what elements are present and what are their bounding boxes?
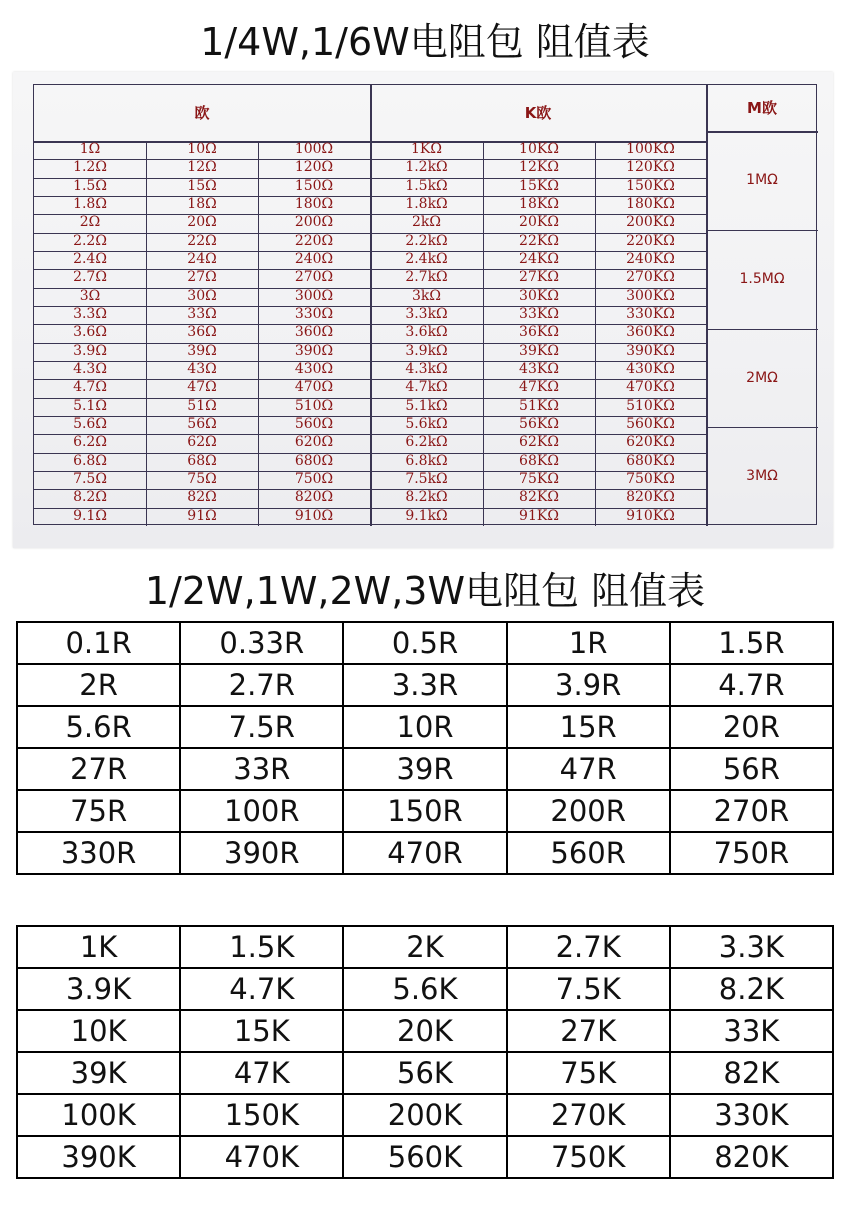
resistor-value-cell: 75KΩ (519, 471, 559, 487)
resistor-value-cell: 43Ω (187, 361, 217, 377)
page-title: 1/4W,1/6W电阻包 阻值表 (200, 20, 650, 64)
resistor-value-cell: 47Ω (187, 379, 217, 396)
resistor-value-cell: 1.2Ω (73, 159, 107, 176)
resistor-value-cell: 2.7R (180, 664, 343, 706)
resistor-value-cell: 4.3kΩ (405, 361, 448, 377)
resistor-value-cell: 36Ω (187, 324, 217, 341)
resistor-value-cell: 150Ω (294, 177, 334, 194)
resistor-value-cell: 24Ω (187, 251, 217, 267)
mega-ohm-value-cell: 1.5MΩ (739, 270, 785, 287)
resistor-value-cell: 82Ω (187, 489, 217, 506)
resistor-value-cell: 51KΩ (519, 397, 559, 414)
resistor-value-cell: 750K (507, 1136, 670, 1178)
table-row (17, 968, 833, 1010)
resistor-value-cell: 6.2Ω (73, 434, 107, 451)
resistor-value-cell: 470K (180, 1136, 343, 1178)
resistor-value-cell: 270KΩ (626, 269, 675, 286)
resistor-value-cell: 15R (507, 706, 670, 748)
resistor-value-cell: 750KΩ (626, 471, 675, 487)
resistor-value-cell: 470KΩ (626, 379, 675, 396)
table-row (17, 706, 833, 748)
table-row (17, 832, 833, 874)
resistor-value-cell: 30Ω (187, 287, 217, 304)
table-row (17, 622, 833, 664)
resistor-value-cell: 330K (670, 1094, 833, 1136)
resistor-value-cell: 390Ω (294, 342, 334, 359)
resistor-value-cell: 560R (507, 832, 670, 874)
small-resistor-table (33, 84, 817, 525)
resistor-value-cell: 470R (343, 832, 506, 874)
mega-ohm-value-cell: 3MΩ (746, 468, 778, 485)
resistor-value-cell: 510Ω (294, 397, 334, 414)
resistor-value-cell: 1K (17, 926, 180, 968)
resistor-value-cell: 3.3K (670, 926, 833, 968)
resistor-value-cell: 4.7Ω (73, 379, 107, 396)
resistor-value-cell: 15Ω (187, 177, 217, 194)
table-row (17, 1136, 833, 1178)
column-group-header: K欧 (524, 104, 552, 122)
resistor-value-cell: 18KΩ (519, 196, 559, 212)
resistor-value-cell: 4.7K (180, 968, 343, 1010)
resistor-value-cell: 3.9Ω (73, 342, 107, 359)
resistor-value-cell: 910KΩ (626, 507, 675, 524)
resistor-value-cell: 680KΩ (626, 452, 675, 469)
resistor-value-cell: 560K (343, 1136, 506, 1178)
resistor-value-cell: 300Ω (294, 287, 334, 304)
resistor-value-cell: 9.1Ω (73, 507, 107, 524)
resistor-value-cell: 39R (343, 748, 506, 790)
resistor-value-cell: 43KΩ (519, 361, 559, 377)
resistor-value-cell: 4.7kΩ (405, 379, 448, 396)
resistor-value-cell: 20R (670, 706, 833, 748)
resistor-value-cell: 10KΩ (519, 141, 559, 157)
resistor-value-cell: 82KΩ (519, 489, 559, 506)
resistor-value-cell: 680Ω (294, 452, 334, 469)
resistor-value-cell: 33KΩ (519, 306, 559, 322)
resistor-value-cell: 12KΩ (519, 159, 559, 176)
resistor-value-cell: 2.7Ω (73, 269, 107, 286)
resistor-value-cell: 36KΩ (519, 324, 559, 341)
resistor-value-cell: 75R (17, 790, 180, 832)
resistor-value-cell: 27Ω (187, 269, 217, 286)
resistor-value-cell: 22Ω (187, 232, 217, 249)
resistor-value-cell: 33Ω (187, 306, 217, 322)
resistor-value-cell: 2.4kΩ (405, 251, 448, 267)
resistor-value-cell: 1.8Ω (73, 196, 107, 212)
resistor-card-photo (13, 72, 833, 548)
resistor-value-cell: 150K (180, 1094, 343, 1136)
resistor-value-cell: 56R (670, 748, 833, 790)
resistor-table-ohm (16, 621, 834, 875)
resistor-value-cell: 330KΩ (626, 306, 675, 322)
resistor-value-cell: 22KΩ (519, 232, 559, 249)
resistor-value-cell: 10Ω (187, 141, 217, 157)
resistor-value-cell: 1.5Ω (73, 177, 107, 194)
resistor-value-cell: 4.7R (670, 664, 833, 706)
resistor-value-cell: 12Ω (187, 159, 217, 176)
resistor-table-kohm (16, 925, 834, 1179)
resistor-value-cell: 6.8kΩ (405, 452, 448, 469)
resistor-value-cell: 1KΩ (411, 141, 442, 157)
resistor-value-cell: 430Ω (294, 361, 334, 377)
column-group-header: M欧 (747, 99, 777, 117)
resistor-value-cell: 7.5K (507, 968, 670, 1010)
resistor-value-cell: 5.6Ω (73, 416, 107, 432)
resistor-value-cell: 470Ω (294, 379, 334, 396)
resistor-value-cell: 1.2kΩ (405, 159, 448, 176)
resistor-value-cell: 270Ω (294, 269, 334, 286)
mega-ohm-value-cell: 2MΩ (746, 369, 778, 386)
resistor-value-cell: 750Ω (294, 471, 334, 487)
resistor-value-cell: 8.2Ω (73, 489, 107, 506)
table-row (17, 748, 833, 790)
resistor-value-cell: 1.8kΩ (405, 196, 448, 212)
resistor-value-cell: 0.5R (343, 622, 506, 664)
resistor-value-cell: 3.9R (507, 664, 670, 706)
resistor-value-cell: 240KΩ (626, 251, 675, 267)
resistor-value-cell: 5.1Ω (73, 397, 107, 414)
resistor-value-cell: 120Ω (294, 159, 334, 176)
resistor-value-cell: 100Ω (294, 141, 334, 157)
table-row (17, 1010, 833, 1052)
resistor-value-cell: 430KΩ (626, 361, 675, 377)
resistor-value-cell: 51Ω (187, 397, 217, 414)
resistor-value-cell: 27R (17, 748, 180, 790)
resistor-value-cell: 20KΩ (519, 214, 559, 231)
resistor-value-cell: 360KΩ (626, 324, 675, 341)
resistor-value-cell: 560KΩ (626, 416, 675, 432)
table-row (17, 1094, 833, 1136)
resistor-value-cell: 18Ω (187, 196, 217, 212)
resistor-value-cell: 7.5Ω (73, 471, 107, 487)
resistor-value-cell: 62Ω (187, 434, 217, 451)
table-row (17, 664, 833, 706)
resistor-value-cell: 75K (507, 1052, 670, 1094)
resistor-value-cell: 200Ω (294, 214, 334, 231)
resistor-value-cell: 20K (343, 1010, 506, 1052)
resistor-value-cell: 47K (180, 1052, 343, 1094)
resistor-value-cell: 3.9kΩ (405, 342, 448, 359)
resistor-value-cell: 2Ω (79, 214, 101, 231)
mega-ohm-value-cell: 1MΩ (746, 172, 778, 188)
resistor-value-cell: 120KΩ (626, 159, 675, 176)
resistor-value-cell: 910Ω (294, 507, 334, 524)
resistor-value-cell: 2.4Ω (73, 251, 107, 267)
resistor-value-cell: 1.5K (180, 926, 343, 968)
resistor-value-cell: 820Ω (294, 489, 334, 506)
resistor-value-cell: 620KΩ (626, 434, 675, 451)
resistor-value-cell: 1.5R (670, 622, 833, 664)
resistor-value-cell: 2kΩ (412, 214, 441, 231)
resistor-value-cell: 4.3Ω (73, 361, 107, 377)
resistor-value-cell: 330R (17, 832, 180, 874)
resistor-value-cell: 47R (507, 748, 670, 790)
resistor-value-cell: 3.9K (17, 968, 180, 1010)
resistor-value-cell: 82K (670, 1052, 833, 1094)
resistor-value-cell: 6.8Ω (73, 452, 107, 469)
resistor-value-cell: 620Ω (294, 434, 334, 451)
resistor-value-cell: 2R (17, 664, 180, 706)
resistor-value-cell: 200R (507, 790, 670, 832)
resistor-value-cell: 510KΩ (626, 397, 675, 414)
resistor-value-cell: 68Ω (187, 452, 217, 469)
resistor-value-cell: 0.1R (17, 622, 180, 664)
resistor-value-cell: 24KΩ (519, 251, 559, 267)
resistor-value-cell: 100KΩ (626, 141, 675, 157)
resistor-value-cell: 0.33R (180, 622, 343, 664)
resistor-value-cell: 39Ω (187, 342, 217, 359)
resistor-value-cell: 7.5R (180, 706, 343, 748)
resistor-value-cell: 47KΩ (519, 379, 559, 396)
resistor-value-cell: 75Ω (187, 471, 217, 487)
resistor-value-cell: 2.2Ω (73, 232, 107, 249)
resistor-value-cell: 27K (507, 1010, 670, 1052)
resistor-value-cell: 2.7kΩ (405, 269, 448, 286)
resistor-value-cell: 10R (343, 706, 506, 748)
resistor-value-cell: 68KΩ (519, 452, 559, 469)
resistor-value-cell: 8.2kΩ (405, 489, 448, 506)
resistor-value-cell: 27KΩ (519, 269, 559, 286)
resistor-value-cell: 56KΩ (519, 416, 559, 432)
resistor-value-cell: 100R (180, 790, 343, 832)
resistor-value-cell: 8.2K (670, 968, 833, 1010)
resistor-value-cell: 1R (507, 622, 670, 664)
resistor-value-cell: 2.2kΩ (405, 232, 448, 249)
resistor-value-cell: 33R (180, 748, 343, 790)
resistor-value-cell: 30KΩ (519, 287, 559, 304)
resistor-value-cell: 10K (17, 1010, 180, 1052)
resistor-value-cell: 20Ω (187, 214, 217, 231)
resistor-value-cell: 62KΩ (519, 434, 559, 451)
resistor-value-cell: 6.2kΩ (405, 434, 448, 451)
resistor-value-cell: 390R (180, 832, 343, 874)
resistor-value-cell: 3.6Ω (73, 324, 107, 341)
resistor-value-cell: 270K (507, 1094, 670, 1136)
resistor-value-cell: 240Ω (294, 251, 334, 267)
resistor-value-cell: 3.6kΩ (405, 324, 448, 341)
resistor-value-cell: 220KΩ (626, 232, 675, 249)
resistor-value-cell: 200KΩ (626, 214, 675, 231)
resistor-value-cell: 3.3Ω (73, 306, 107, 322)
resistor-value-cell: 150R (343, 790, 506, 832)
resistor-value-cell: 15K (180, 1010, 343, 1052)
resistor-value-cell: 91KΩ (519, 507, 559, 524)
resistor-value-cell: 220Ω (294, 232, 334, 249)
resistor-value-cell: 820KΩ (626, 489, 675, 506)
resistor-value-cell: 180Ω (294, 196, 334, 212)
resistor-value-cell: 1Ω (79, 141, 101, 157)
resistor-value-cell: 390KΩ (626, 342, 675, 359)
resistor-value-cell: 270R (670, 790, 833, 832)
resistor-value-cell: 7.5kΩ (405, 471, 448, 487)
resistor-value-cell: 360Ω (294, 324, 334, 341)
resistor-value-cell: 560Ω (294, 416, 334, 432)
resistor-value-cell: 200K (343, 1094, 506, 1136)
resistor-value-cell: 33K (670, 1010, 833, 1052)
resistor-value-cell: 330Ω (294, 306, 334, 322)
resistor-value-cell: 91Ω (187, 507, 217, 524)
resistor-value-cell: 3.3R (343, 664, 506, 706)
resistor-value-cell: 5.6K (343, 968, 506, 1010)
resistor-value-cell: 1.5kΩ (405, 177, 448, 194)
table-row (17, 790, 833, 832)
resistor-value-cell: 5.1kΩ (405, 397, 448, 414)
table-row (17, 1052, 833, 1094)
section-title: 1/2W,1W,2W,3W电阻包 阻值表 (144, 569, 706, 613)
resistor-value-cell: 39KΩ (519, 342, 559, 359)
resistor-value-cell: 180KΩ (626, 196, 675, 212)
resistor-value-cell: 3kΩ (412, 287, 441, 304)
table-row (17, 926, 833, 968)
resistor-value-cell: 820K (670, 1136, 833, 1178)
resistor-value-cell: 3.3kΩ (405, 306, 448, 322)
resistor-value-cell: 39K (17, 1052, 180, 1094)
resistor-value-cell: 3Ω (79, 287, 101, 304)
resistor-value-cell: 300KΩ (626, 287, 675, 304)
resistor-value-cell: 9.1kΩ (405, 507, 448, 524)
resistor-value-cell: 5.6kΩ (405, 416, 448, 432)
resistor-value-cell: 750R (670, 832, 833, 874)
resistor-value-cell: 15KΩ (519, 177, 559, 194)
resistor-value-cell: 2K (343, 926, 506, 968)
resistor-value-cell: 100K (17, 1094, 180, 1136)
resistor-value-cell: 390K (17, 1136, 180, 1178)
resistor-value-cell: 150KΩ (626, 177, 675, 194)
resistor-value-cell: 56K (343, 1052, 506, 1094)
resistor-value-cell: 56Ω (187, 416, 217, 432)
column-group-header: 欧 (194, 104, 210, 122)
resistor-value-cell: 2.7K (507, 926, 670, 968)
resistor-value-cell: 5.6R (17, 706, 180, 748)
